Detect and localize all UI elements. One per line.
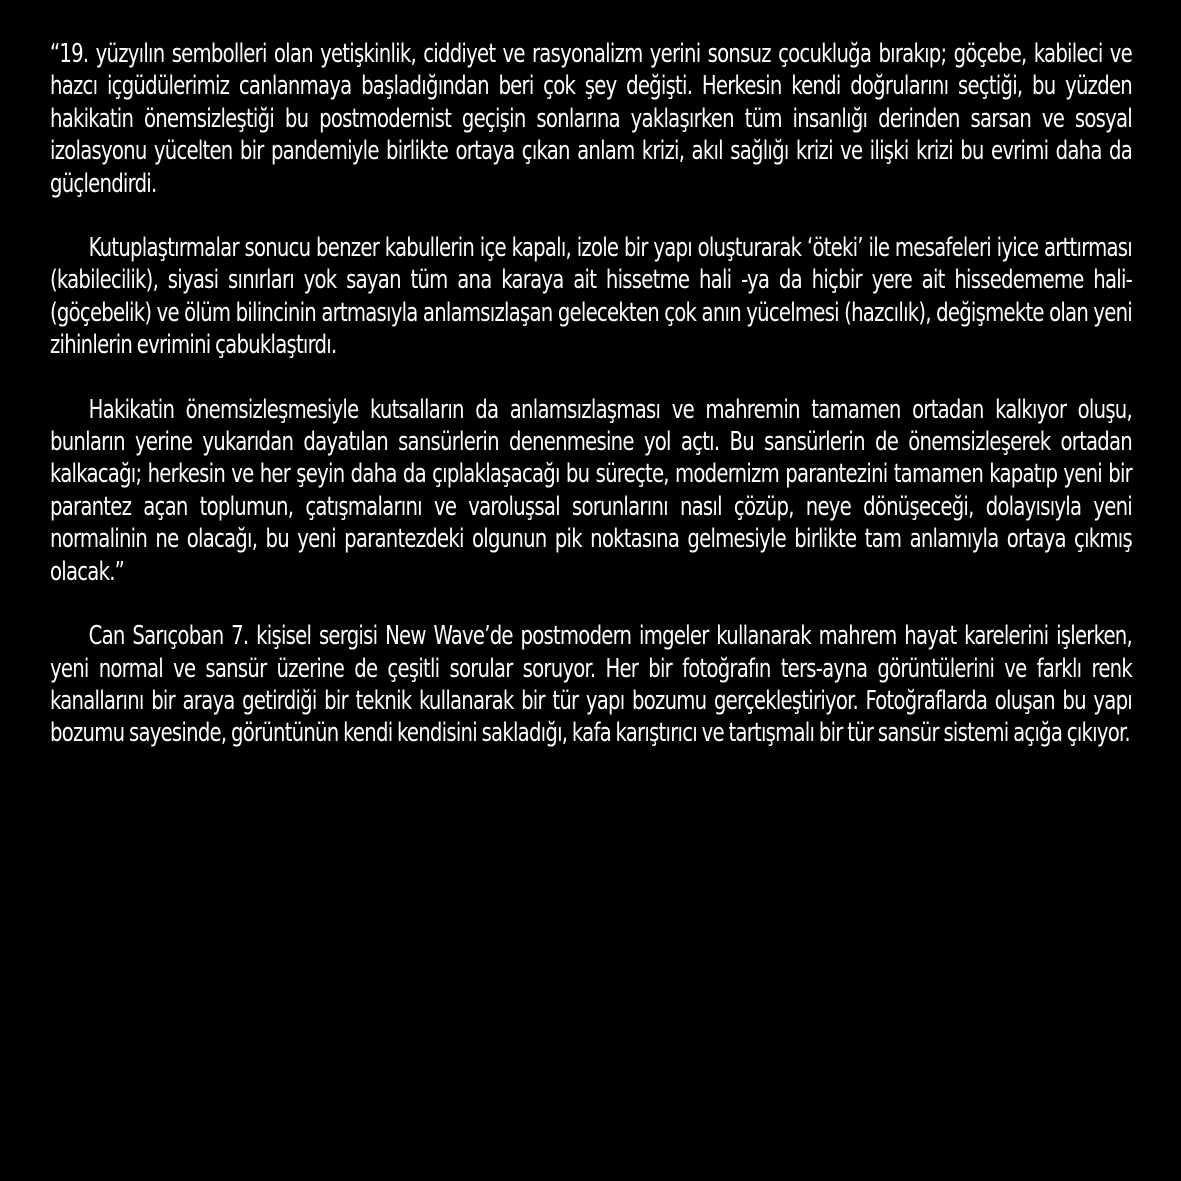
paragraph-polarization: Kutuplaştırmalar sonucu benzer kabullerin içe kapalı, izole bir yapı oluşturarak ‘öteki’ ile mesafeleri iyice arttırması (kabilecilik), siyasi sınırları yok sayan tüm ana karaya ait hissetme hali -ya da hiçbir yere ait hissedememe hali- (göçebelik) ve ölüm bilincinin artmasıyla anlamsızlaşan gelecekten çok anın yücelmesi (hazcılık), değişmekte olan yeni zihinlerin evrimini çabuklaştırdı.: [50, 233, 1132, 361]
paragraph-quote-intro: “19. yüzyılın sembolleri olan yetişkinlik, ciddiyet ve rasyonalizm yerini sonsuz çocukluğa bırakıp; göçebe, kabileci ve hazcı içgüdülerimiz canlanmaya başladığından beri çok şey değişti. Herkesin kendi doğrularını seçtiği, bu yüzden hakikatin önemsizleştiği bu postmodernist geçişin sonlarına yaklaşırken tüm insanlığı derinden sarsan ve sosyal izolasyonu yücelten bir pandemiyle birlikte ortaya çıkan anlam krizi, akıl sağlığı krizi ve ilişki krizi bu evrimi daha da güçlendirdi.: [50, 39, 1132, 199]
paragraph-exhibition-description: Can Sarıçoban 7. kişisel sergisi New Wave’de postmodern imgeler kullanarak mahrem hayat karelerini işlerken, yeni normal ve sansür üzerine de çeşitli sorular soruyor. Her bir fotoğrafın ters-ayna görüntülerini ve farklı renk kanallarını bir araya getirdiği bir teknik kullanarak bir tür yapı bozumu gerçekleştiriyor. Fotoğraflarda oluşan bu yapı bozumu sayesinde, görüntünün kendi kendisini sakladığı, kafa karıştırıcı ve tartışmalı bir tür sansür sistemi açığa çıkıyor.: [50, 621, 1132, 749]
text-block: [50, 38, 1132, 782]
paragraph-truth-censorship: Hakikatin önemsizleşmesiyle kutsalların da anlamsızlaşması ve mahremin tamamen ortadan kalkıyor oluşu, bunların yerine yukarıdan dayatılan sansürlerin denenmesine yol açtı. Bu sansürlerin de önemsizleşerek ortadan kalkacağı; herkesin ve her şeyin daha da çıplaklaşacağı bu süreçte, modernizm parantezini tamamen kapatıp yeni bir parantez açan toplumun, çatışmalarını ve varoluşsal sorunlarını nasıl çözüp, neye dönüşeceği, dolayısıyla yeni normalinin ne olacağı, bu yeni parantezdeki olgunun pik noktasına gelmesiyle birlikte tam anlamıyla ortaya çıkmış olacak.”: [50, 394, 1132, 587]
